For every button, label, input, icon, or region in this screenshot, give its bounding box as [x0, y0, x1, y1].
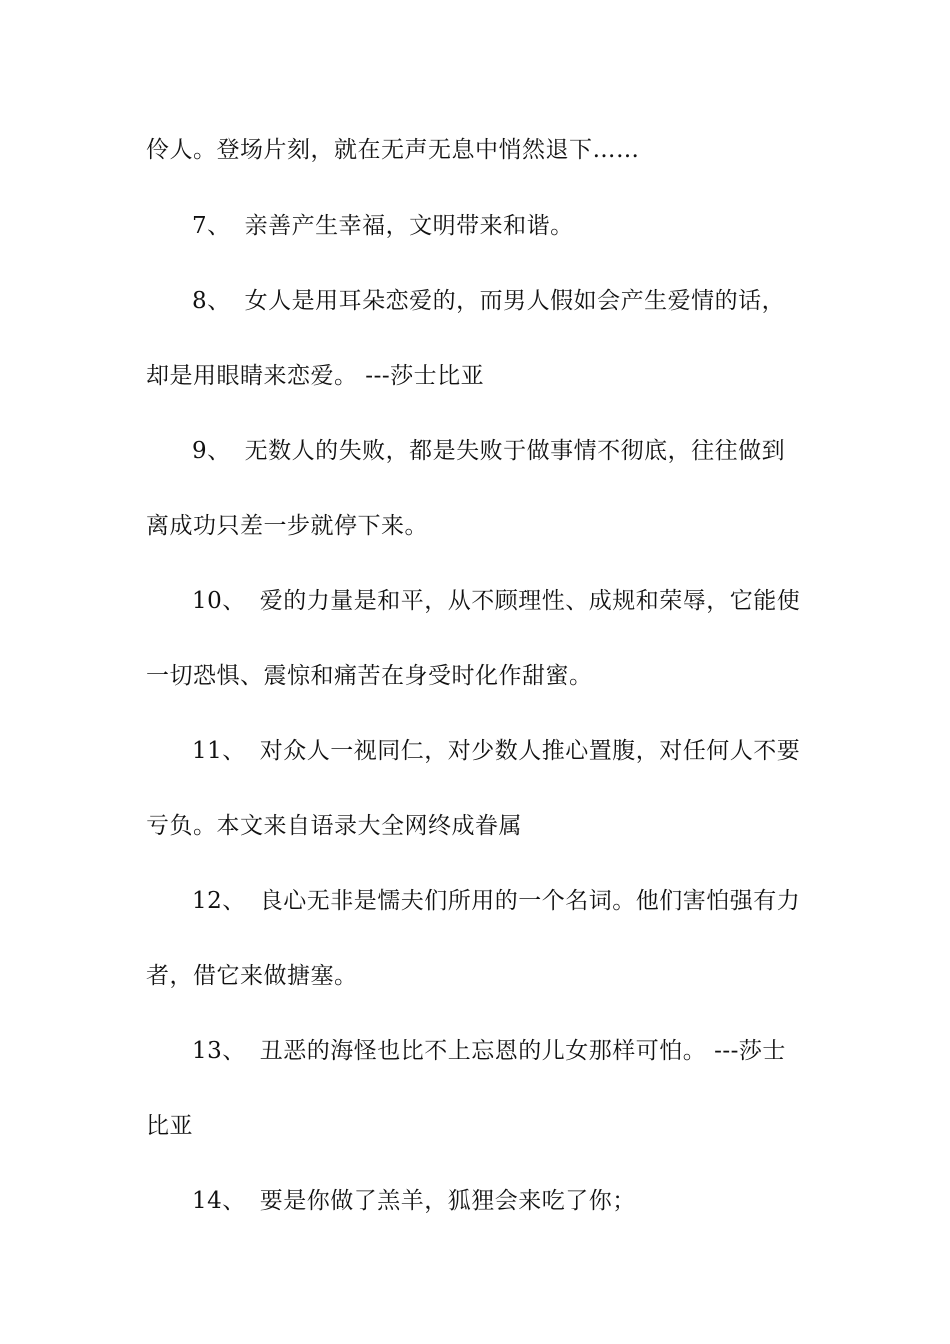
numbered-paragraph-9 [192, 431, 862, 471]
text-line [146, 956, 816, 996]
line-text: 伶人。登场片刻，就在无声无息中悄然退下…… [146, 137, 640, 163]
paragraph-number: 8、 [192, 288, 231, 314]
numbered-paragraph-11 [192, 731, 862, 771]
line-text: 亏负。本文来自语录大全网终成眷属 [146, 813, 522, 839]
line-text: 良心无非是懦夫们所用的一个名词。他们害怕强有力 [259, 888, 801, 914]
line-text: 要是你做了羔羊，狐狸会来吃了你； [259, 1188, 636, 1214]
line-text: 比亚 [146, 1113, 193, 1139]
line-text: 无数人的失败，都是失败于做事情不彻底，往往做到 [244, 438, 786, 464]
text-line [146, 506, 816, 546]
line-text: 者，借它来做搪塞。 [146, 963, 358, 989]
paragraph-number: 11、 [192, 738, 246, 764]
text-line [146, 130, 816, 170]
numbered-paragraph-12 [192, 881, 862, 921]
text-line [146, 1106, 816, 1146]
paragraph-number: 9、 [192, 438, 231, 464]
numbered-paragraph-8 [192, 281, 862, 321]
paragraph-number: 10、 [192, 588, 246, 614]
numbered-paragraph-13 [192, 1031, 862, 1071]
line-text: 离成功只差一步就停下来。 [146, 513, 428, 539]
numbered-paragraph-10 [192, 581, 862, 621]
paragraph-number: 13、 [192, 1038, 246, 1064]
text-line [146, 356, 816, 396]
paragraph-number: 14、 [192, 1188, 246, 1214]
text-line [146, 656, 816, 696]
paragraph-number: 7、 [192, 213, 231, 239]
numbered-paragraph-7 [192, 206, 862, 246]
line-text: 却是用眼睛来恋爱。 ---莎士比亚 [146, 363, 485, 389]
line-text: 一切恐惧、震惊和痛苦在身受时化作甜蜜。 [146, 663, 593, 689]
paragraph-number: 12、 [192, 888, 246, 914]
line-text: 亲善产生幸福，文明带来和谐。 [244, 213, 574, 239]
line-text: 爱的力量是和平，从不顾理性、成规和荣辱，它能使 [259, 588, 801, 614]
line-text: 对众人一视同仁，对少数人推心置腹，对任何人不要 [259, 738, 801, 764]
text-line [146, 806, 816, 846]
numbered-paragraph-14 [192, 1181, 862, 1221]
line-text: 丑恶的海怪也比不上忘恩的儿女那样可怕。 ---莎士 [259, 1038, 786, 1064]
line-text: 女人是用耳朵恋爱的，而男人假如会产生爱情的话， [244, 288, 786, 314]
